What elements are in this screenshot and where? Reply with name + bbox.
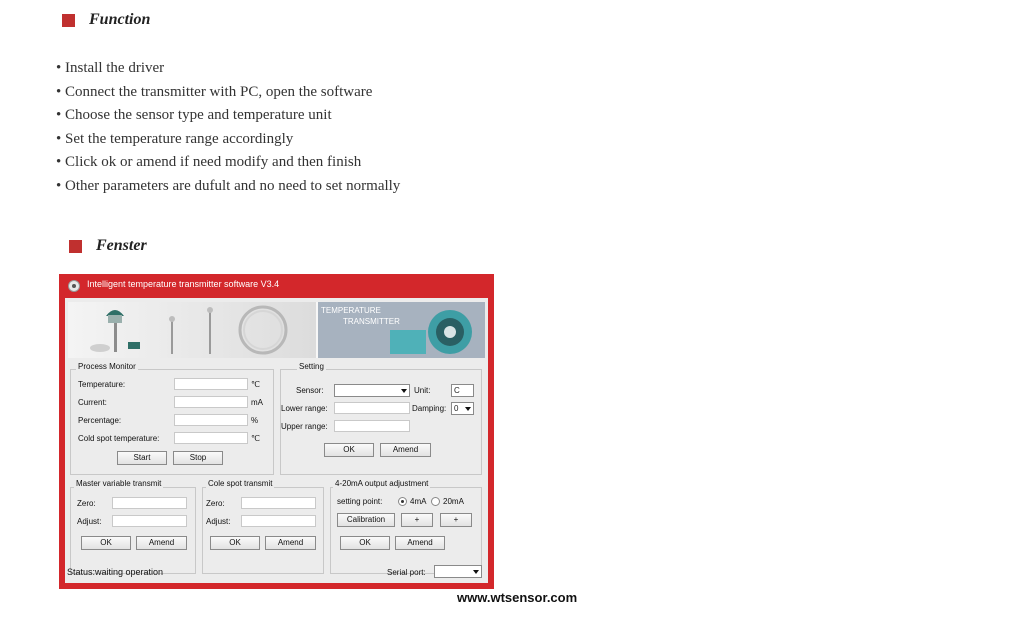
cold-spot-unit: ℃ [251, 434, 260, 443]
heading-square-icon [69, 240, 82, 253]
setting-ok-button[interactable]: OK [324, 443, 374, 457]
sensor-product-image [68, 302, 316, 358]
app-logo-icon [68, 280, 80, 292]
step-item: • Set the temperature range accordingly [56, 128, 400, 152]
serial-port-select[interactable] [434, 565, 482, 578]
banner-line-1: TEMPERATURE [321, 306, 381, 315]
chevron-down-icon [465, 407, 471, 411]
percentage-field[interactable] [174, 414, 248, 426]
output-adjust-label: 4-20mA output adjustment [335, 479, 429, 488]
steps-list [56, 57, 400, 198]
heading-square-icon [62, 14, 75, 27]
radio-20ma[interactable] [431, 497, 440, 506]
step-item: • Other parameters are dufult and no need to set normally [56, 175, 400, 199]
master-transmit-label: Master variable transmit [76, 479, 162, 488]
setting-amend-button[interactable]: Amend [380, 443, 431, 457]
master-adjust-field[interactable] [112, 515, 187, 527]
step-item: • Click ok or amend if need modify and then finish [56, 151, 400, 175]
window-client [65, 298, 488, 583]
chevron-down-icon [401, 389, 407, 393]
unit-select[interactable]: C [451, 384, 474, 397]
increment-button-2[interactable]: + [440, 513, 472, 527]
master-adjust-label: Adjust: [77, 517, 102, 526]
start-button[interactable]: Start [117, 451, 167, 465]
step-item: • Install the driver [56, 57, 400, 81]
unit-label: Unit: [414, 386, 431, 395]
chevron-down-icon [473, 570, 479, 574]
current-unit: mA [251, 398, 263, 407]
status-text: Status:waiting operation [67, 567, 164, 577]
temperature-unit: ℃ [251, 380, 260, 389]
website-url: www.wtsensor.com [457, 590, 578, 605]
output-ok-button[interactable]: OK [340, 536, 390, 550]
master-zero-label: Zero: [77, 499, 96, 508]
setting-label: Setting [299, 362, 324, 371]
upper-range-field[interactable] [334, 420, 410, 432]
output-amend-button[interactable]: Amend [395, 536, 445, 550]
process-monitor-label: Process Monitor [78, 362, 136, 371]
cole-transmit-label: Cole spot transmit [208, 479, 273, 488]
title-bar[interactable] [59, 274, 494, 298]
step-item: • Connect the transmitter with PC, open the software [56, 81, 400, 105]
cold-spot-label: Cold spot temperature: [78, 434, 160, 443]
cole-zero-label: Zero: [206, 499, 225, 508]
function-title: Function [89, 11, 151, 28]
function-heading [62, 11, 150, 29]
sensor-select[interactable] [334, 384, 410, 397]
serial-port-label: Serial port: [387, 568, 426, 577]
lower-range-label: Lower range: [281, 404, 328, 413]
setting-point-label: setting point: [337, 497, 383, 506]
banner [68, 302, 485, 358]
fenster-title: Fenster [96, 237, 147, 254]
temperature-label: Temperature: [78, 380, 126, 389]
percentage-label: Percentage: [78, 416, 122, 425]
master-zero-field[interactable] [112, 497, 187, 509]
fenster-heading [69, 237, 147, 255]
radio-4ma[interactable] [398, 497, 407, 506]
percentage-unit: % [251, 416, 259, 425]
cole-adjust-field[interactable] [241, 515, 316, 527]
master-ok-button[interactable]: OK [81, 536, 131, 550]
master-amend-button[interactable]: Amend [136, 536, 187, 550]
transmitter-banner [318, 302, 485, 358]
cold-spot-field[interactable] [174, 432, 248, 444]
lower-range-field[interactable] [334, 402, 410, 414]
current-label: Current: [78, 398, 107, 407]
increment-button-1[interactable]: + [401, 513, 433, 527]
step-item: • Choose the sensor type and temperature unit [56, 104, 400, 128]
transmitter-illustration [318, 302, 485, 358]
app-window [59, 274, 494, 589]
cole-zero-field[interactable] [241, 497, 316, 509]
cole-amend-button[interactable]: Amend [265, 536, 316, 550]
radio-20ma-label: 20mA [443, 497, 464, 506]
damping-label: Damping: [412, 404, 447, 413]
banner-line-2: TRANSMITTER [343, 317, 400, 326]
stop-button[interactable]: Stop [173, 451, 223, 465]
temperature-field[interactable] [174, 378, 248, 390]
cole-ok-button[interactable]: OK [210, 536, 260, 550]
current-field[interactable] [174, 396, 248, 408]
radio-4ma-label: 4mA [410, 497, 427, 506]
window-title: Intelligent temperature transmitter software V3.4 [87, 279, 280, 289]
sensor-illustration [68, 302, 316, 358]
damping-select[interactable] [451, 402, 474, 415]
damping-value: 0 [454, 404, 459, 413]
cole-adjust-label: Adjust: [206, 517, 231, 526]
sensor-label: Sensor: [296, 386, 324, 395]
upper-range-label: Upper range: [281, 422, 328, 431]
calibration-button[interactable]: Calibration [337, 513, 395, 527]
